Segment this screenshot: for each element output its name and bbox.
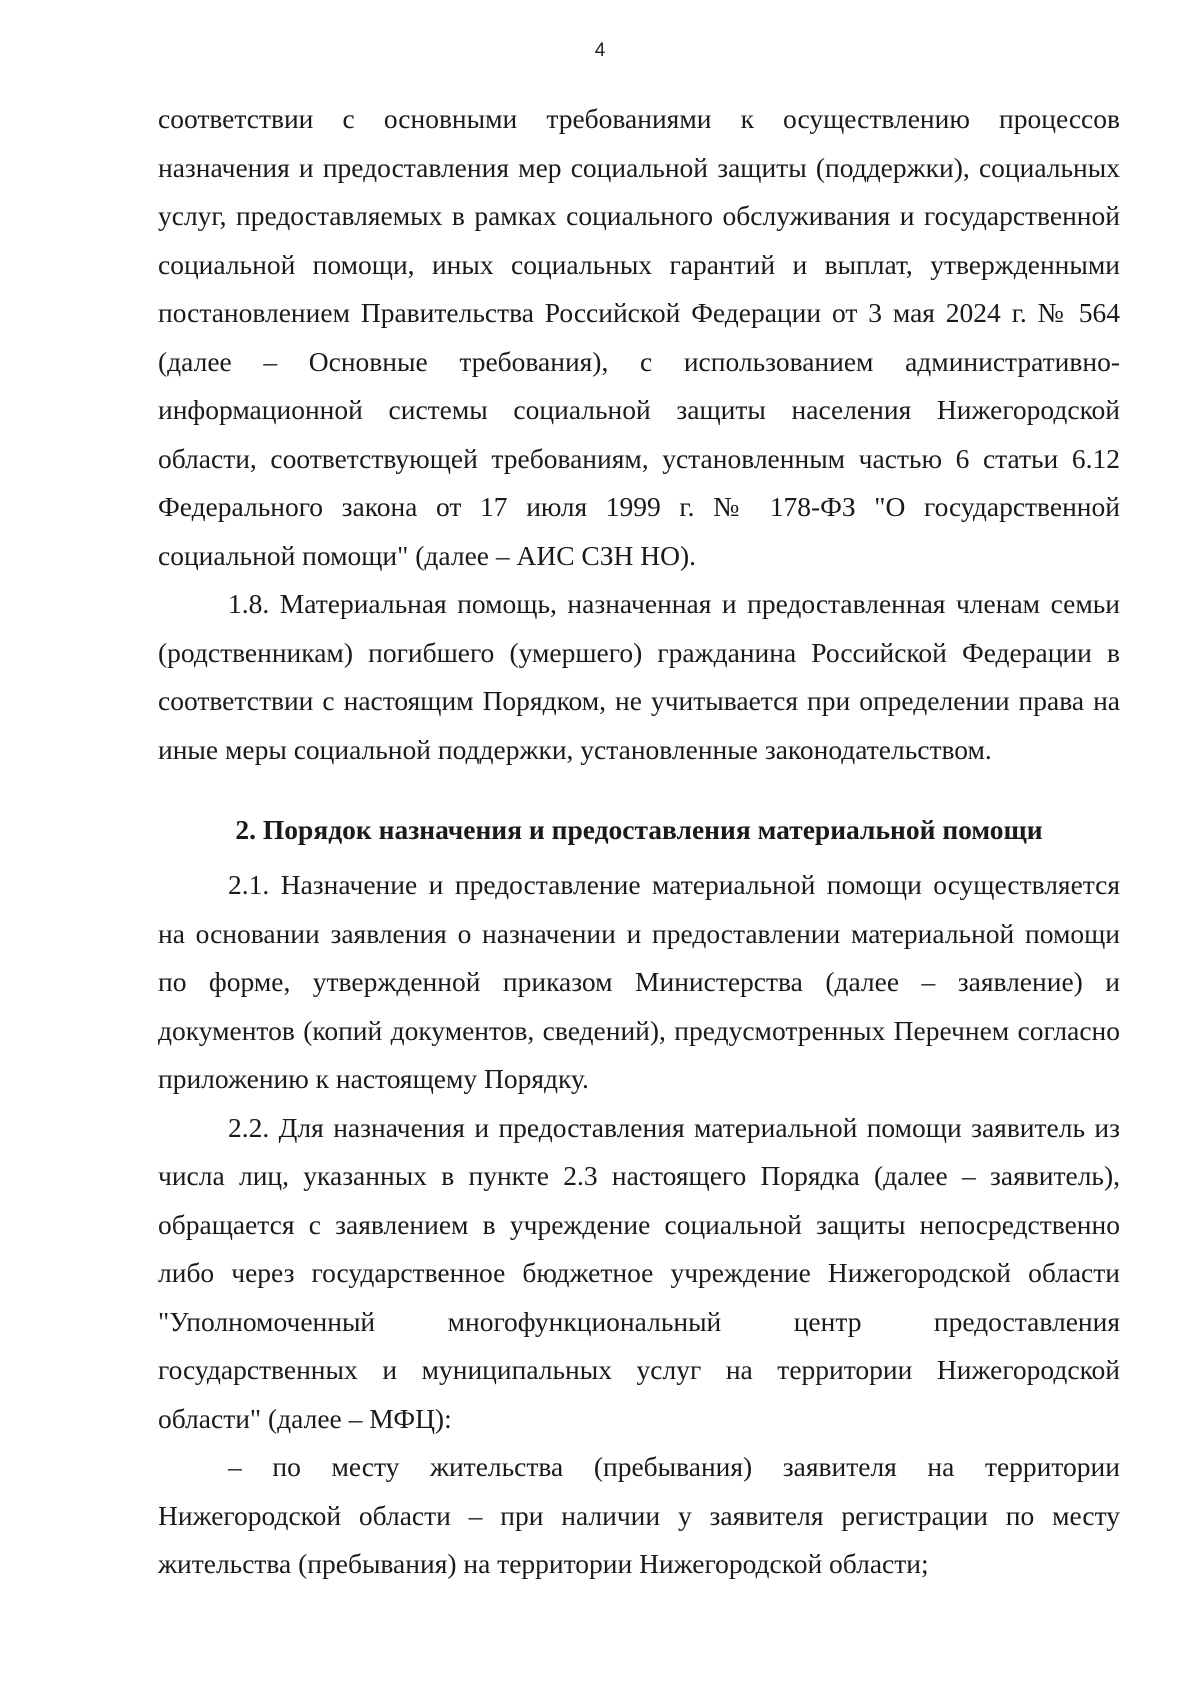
paragraph-2-1: 2.1. Назначение и предоставление материальной помощи осуществляется на основании заявления о назначении и предоставлении материальной помощи по форме, утвержденной приказом Министерства (далее – заявление) и документов (копий документов, сведений), предусмотренных Перечнем согласно приложению к настоящему Порядку.	[158, 869, 1120, 1094]
page-number: 4	[594, 40, 606, 61]
document-body	[158, 95, 1120, 1589]
paragraph-2-2-list-item-1: – по месту жительства (пребывания) заявителя на территории Нижегородской области – при наличии у заявителя регистрации по месту жительства (пребывания) на территории Нижегородской области;	[158, 1451, 1120, 1579]
section-2-heading: 2. Порядок назначения и предоставления материальной помощи	[235, 814, 1043, 845]
paragraph-1-8: 1.8. Материальная помощь, назначенная и предоставленная членам семьи (родственникам) погибшего (умершего) гражданина Российской Федерации в соответствии с настоящим Порядком, не учитывается при определении права на иные меры социальной поддержки, установленные законодательством.	[158, 588, 1120, 765]
paragraph-2-2: 2.2. Для назначения и предоставления материальной помощи заявитель из числа лиц, указанных в пункте 2.3 настоящего Порядка (далее – заявитель), обращается с заявлением в учреждение социальной защиты непосредственно либо через государственное бюджетное учреждение Нижегородской области "Уполномоченный многофункциональный центр предоставления государственных и муниципальных услуг на территории Нижегородской области" (далее – МФЦ):	[158, 1111, 1120, 1434]
paragraph-intro-continuation: соответствии с основными требованиями к осуществлению процессов назначения и предоставления мер социальной защиты (поддержки), социальных услуг, предоставляемых в рамках социального обслуживания и государственной социальной помощи, иных социальных гарантий и выплат, утвержденными постановлением Правительства Российской Федерации от 3 мая 2024 г. № 564 (далее – Основные требования), с использованием административно-информационной системы социальной защиты населения Нижегородской области, соответствующей требованиям, установленным частью 6 статьи 6.12 Федерального закона от 17 июля 1999 г. № 178-ФЗ "О государственной социальной помощи" (далее – АИС СЗН НО).	[158, 103, 1120, 571]
